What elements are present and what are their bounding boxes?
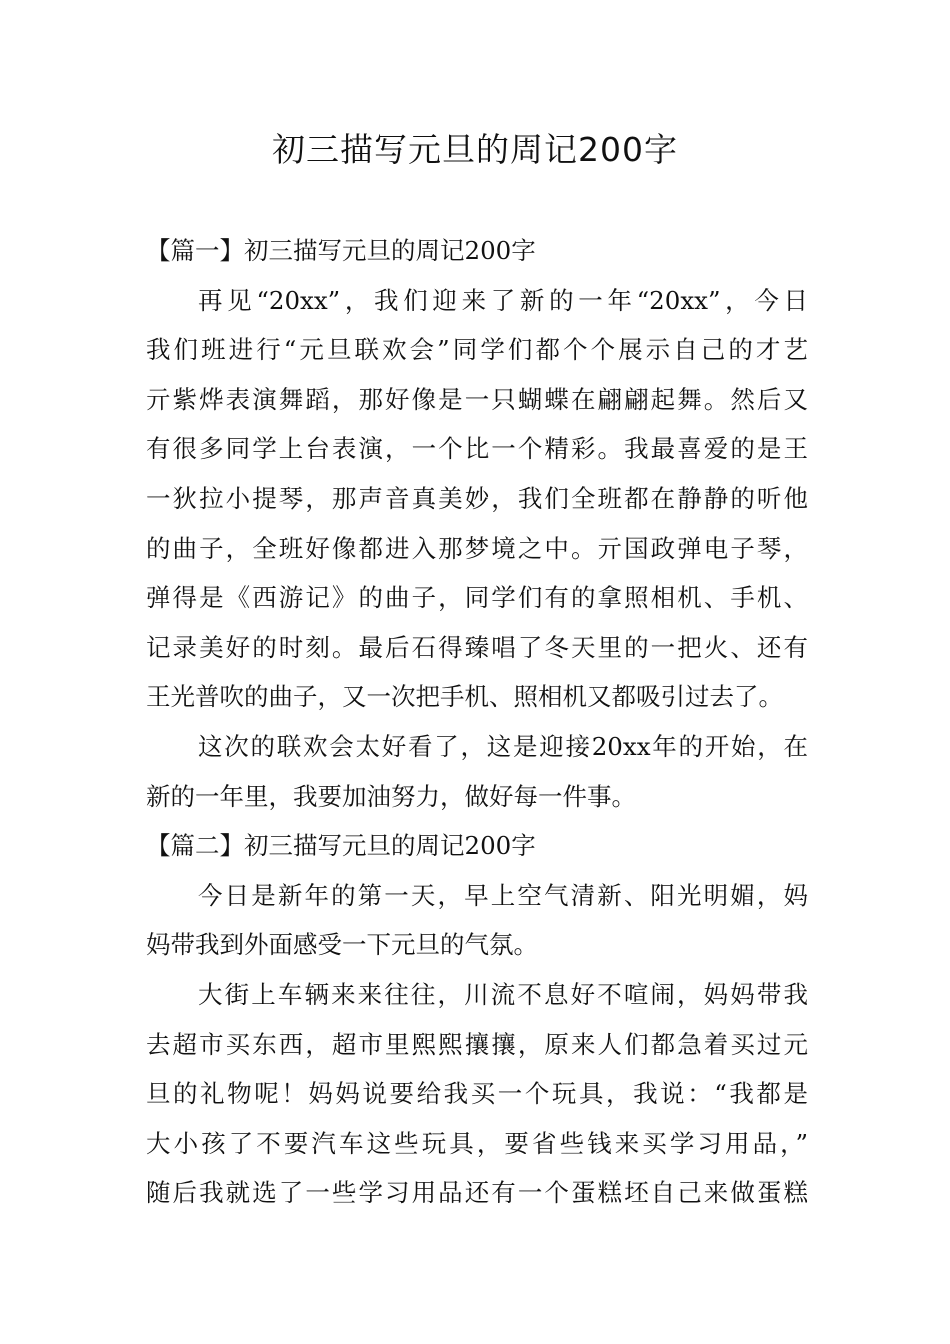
document-body xyxy=(146,226,808,1218)
paragraph-line: 再见“20xx”，我们迎来了新的一年“20xx”，今日 xyxy=(198,285,808,315)
paragraph-line: 亓紫烨表演舞蹈，那好像是一只蝴蝶在翩翩起舞。然后又 xyxy=(146,384,808,414)
paragraph-line: 大小孩了不要汽车这些玩具，要省些钱来买学习用品，” xyxy=(146,1128,808,1158)
paragraph-line: 新的一年里，我要加油努力，做好每一件事。 xyxy=(146,781,636,811)
paragraph-line: 今日是新年的第一天，早上空气清新、阳光明媚，妈 xyxy=(198,880,808,910)
paragraph-line: 一狄拉小提琴，那声音真美妙，我们全班都在静静的听他 xyxy=(146,483,808,513)
paragraph-line: 我们班进行“元旦联欢会”同学们都个个展示自己的才艺 xyxy=(146,335,808,365)
document-title: 初三描写元旦的周记200字 xyxy=(272,130,678,169)
section-heading: 【篇一】初三描写元旦的周记200字 xyxy=(146,236,536,265)
paragraph-line: 大街上车辆来来往往，川流不息好不喧闹，妈妈带我 xyxy=(198,979,808,1009)
paragraph-line: 妈带我到外面感受一下元旦的气氛。 xyxy=(146,930,538,960)
paragraph-line: 弹得是《西游记》的曲子，同学们有的拿照相机、手机、 xyxy=(146,583,808,613)
paragraph-line: 王光普吹的曲子，又一次把手机、照相机又都吸引过去了。 xyxy=(146,682,783,712)
section-heading: 【篇二】初三描写元旦的周记200字 xyxy=(146,831,536,861)
paragraph-line: 的曲子，全班好像都进入那梦境之中。亓国政弹电子琴， xyxy=(146,533,808,563)
paragraph-line: 这次的联欢会太好看了，这是迎接20xx年的开始，在 xyxy=(198,731,808,761)
paragraph-line: 随后我就选了一些学习用品还有一个蛋糕坯自己来做蛋糕 xyxy=(146,1178,808,1208)
paragraph-line: 去超市买东西，超市里熙熙攘攘，原来人们都急着买过元 xyxy=(146,1029,808,1059)
paragraph-line: 旦的礼物呢！妈妈说要给我买一个玩具，我说：“我都是 xyxy=(146,1079,808,1109)
paragraph-line: 记录美好的时刻。最后石得臻唱了冬天里的一把火、还有 xyxy=(146,632,808,662)
paragraph-line: 有很多同学上台表演，一个比一个精彩。我最喜爱的是王 xyxy=(146,434,808,464)
